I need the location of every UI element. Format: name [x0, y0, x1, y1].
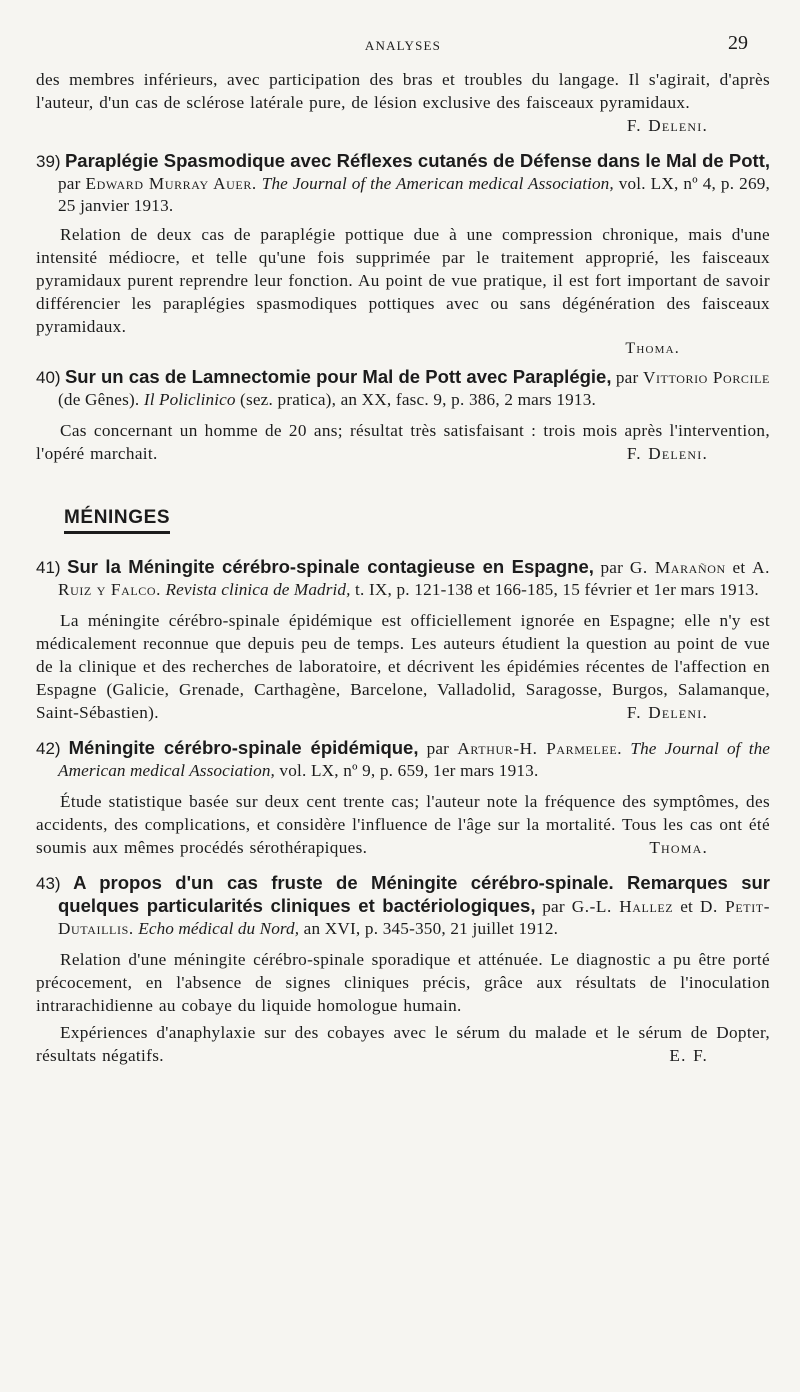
entry-42-journal: The Journal of the American medical Association,: [58, 739, 771, 780]
entry-40-title: Sur un cas de Lamnectomie pour Mal de Pott avec Paraplégie,: [64, 366, 612, 387]
running-title: ANALYSES: [364, 38, 442, 53]
section-heading-block: [36, 465, 770, 534]
entry-41-heading: 41) Sur la Méningite cérébro-spinale contagieuse en Espagne, par G. Marañon et A. Ruiz y Falco. Revista clinica de Madrid, t. IX, p. 121-138 et 166-185, 15 février et 1er mars 1913.: [36, 556, 771, 599]
entry-42-signature: Thoma.: [649, 838, 708, 857]
intro-block: [36, 68, 770, 137]
entry-43-journal: Echo médical du Nord,: [138, 919, 300, 938]
entry-42: [36, 737, 770, 859]
entry-41-journal: Revista clinica de Madrid,: [165, 580, 351, 599]
entry-41-details: t. IX, p. 121-138 et 166-185, 15 février et 1er mars 1913.: [354, 580, 759, 599]
entry-41-signature: F. Deleni.: [626, 703, 708, 722]
entry-41-number: 41): [36, 558, 61, 577]
entry-41-author-1: G. Marañon: [629, 558, 726, 577]
section-title: MÉNINGES: [64, 507, 170, 534]
entry-39-heading: 39) Paraplégie Spasmodique avec Réflexes cutanés de Défense dans le Mal de Pott, par Edward Murray Auer. The Journal of the American medical Association, vol. LX, nº 4, p. 269, 25 janvier 1913.: [36, 150, 771, 215]
entry-42-heading: 42) Méningite cérébro-spinale épidémique, par Arthur-H. Parmelee. The Journal of the American medical Association, vol. LX, nº 9, p. 659, 1er mars 1913.: [36, 737, 771, 780]
intro-signature: F. Deleni.: [626, 116, 708, 135]
entry-39-title: Paraplégie Spasmodique avec Réflexes cutanés de Défense dans le Mal de Pott,: [64, 150, 771, 171]
entry-43-number: 43): [36, 874, 61, 893]
entry-39-signature: Thoma.: [625, 340, 680, 357]
entry-43-body-2: Expériences d'anaphylaxie sur des cobayes avec le sérum du malade et le sérum de Dopter, résultats négatifs. E. F.: [36, 1023, 770, 1065]
entry-43-details: an XVI, p. 345-350, 21 juillet 1912.: [303, 919, 559, 938]
entry-43-author-1: G.-L. Hallez: [571, 897, 674, 916]
entry-40-details: (sez. pratica), an XX, fasc. 9, p. 386, 2 mars 1913.: [240, 390, 596, 409]
entry-43: [36, 872, 770, 1067]
entry-40: [36, 366, 770, 465]
entry-42-title: Méningite cérébro-spinale épidémique,: [68, 737, 419, 758]
running-header: [36, 34, 770, 68]
entry-40-author: Vittorio Porcile: [642, 368, 770, 387]
entry-39-details: vol. LX, nº 4, p. 269, 25 janvier 1913.: [58, 174, 771, 215]
entry-43-body-1: Relation d'une méningite cérébro-spinale sporadique et atténuée. Le diagnostic a pu être porté précocement, en l'absence de signes cliniques précis, grâce aux résultats de l'inoculation intrarachidienne au cobaye du liquide homologue humain.: [36, 950, 770, 1015]
entry-40-body: Cas concernant un homme de 20 ans; résultat très satisfaisant : trois mois après l'intervention, l'opéré marchait. F. Deleni.: [36, 421, 770, 463]
entry-42-number: 42): [36, 739, 61, 758]
entry-39-journal: The Journal of the American medical Association,: [261, 174, 614, 193]
entry-41: [36, 556, 770, 724]
entry-40-number: 40): [36, 368, 61, 387]
entry-41-title: Sur la Méningite cérébro-spinale contagieuse en Espagne,: [67, 556, 594, 577]
entry-40-signature: F. Deleni.: [626, 444, 708, 463]
entry-40-journal: Il Policlinico: [143, 390, 236, 409]
entry-42-body: Étude statistique basée sur deux cent trente cas; l'auteur note la fréquence des symptômes, des accidents, des complications, et considère l'influence de l'âge sur la mortalité. Tous les cas ont été soumis aux mêmes procédés sérothérapiques. Thoma.: [36, 792, 770, 857]
entry-39-author: Edward Murray Auer.: [85, 174, 257, 193]
entry-39: [36, 150, 770, 360]
entry-41-body: La méningite cérébro-spinale épidémique est officiellement ignorée en Espagne; elle n'y est médicalement reconnue que depuis peu de temps. Les auteurs étudient la question au point de vue de la clinique et des recherches de laboratoire, et décrivent les épidémies récentes de l'affection en Espagne (Galicie, Grenade, Carthagène, Barcelone, Valladolid, Saragosse, Burgos, Salamanque, Saint-Sébastien). F. Deleni.: [36, 611, 770, 722]
entry-43-author-2: D. Petit-Dutaillis.: [58, 897, 771, 938]
entry-40-heading: 40) Sur un cas de Lamnectomie pour Mal de Pott avec Paraplégie, par Vittorio Porcile (de Gênes). Il Policlinico (sez. pratica), an XX, fasc. 9, p. 386, 2 mars 1913.: [36, 366, 770, 409]
entry-42-details: vol. LX, nº 9, p. 659, 1er mars 1913.: [279, 761, 539, 780]
entry-39-number: 39): [36, 152, 61, 171]
entry-43-title: A propos d'un cas fruste de Méningite cérébro-spinale. Remarques sur quelques particularités cliniques et bactériologiques,: [58, 872, 771, 916]
entry-41-author-2: A. Ruiz y Falco.: [58, 558, 771, 599]
entry-39-body: Relation de deux cas de paraplégie pottique due à une compression chronique, mais d'une intensité médiocre, et telle qu'une fois supprimée par le traitement approprié, les faisceaux pyramidaux purent reprendre leur fonction. Au point de vue pratique, il est fort important de savoir différencier les paraplégies spasmodiques pottiques avec ou sans dégénération des faisceaux pyramidaux.: [36, 225, 770, 336]
intro-text: des membres inférieurs, avec participation des bras et troubles du langage. Il s'agirait, d'après l'auteur, d'un cas de sclérose latérale pure, de lésion exclusive des faisceaux pyramidaux. F. Deleni.: [36, 70, 770, 135]
page-number: 29: [728, 32, 748, 54]
entry-42-author: Arthur-H. Parmelee.: [457, 739, 623, 758]
entry-43-heading: 43) A propos d'un cas fruste de Méningite cérébro-spinale. Remarques sur quelques particularités cliniques et bactériologiques, par G.-L. Hallez et D. Petit-Dutaillis. Echo médical du Nord, an XVI, p. 345-350, 21 juillet 1912.: [36, 872, 771, 938]
entry-43-signature: E. F.: [669, 1046, 708, 1065]
